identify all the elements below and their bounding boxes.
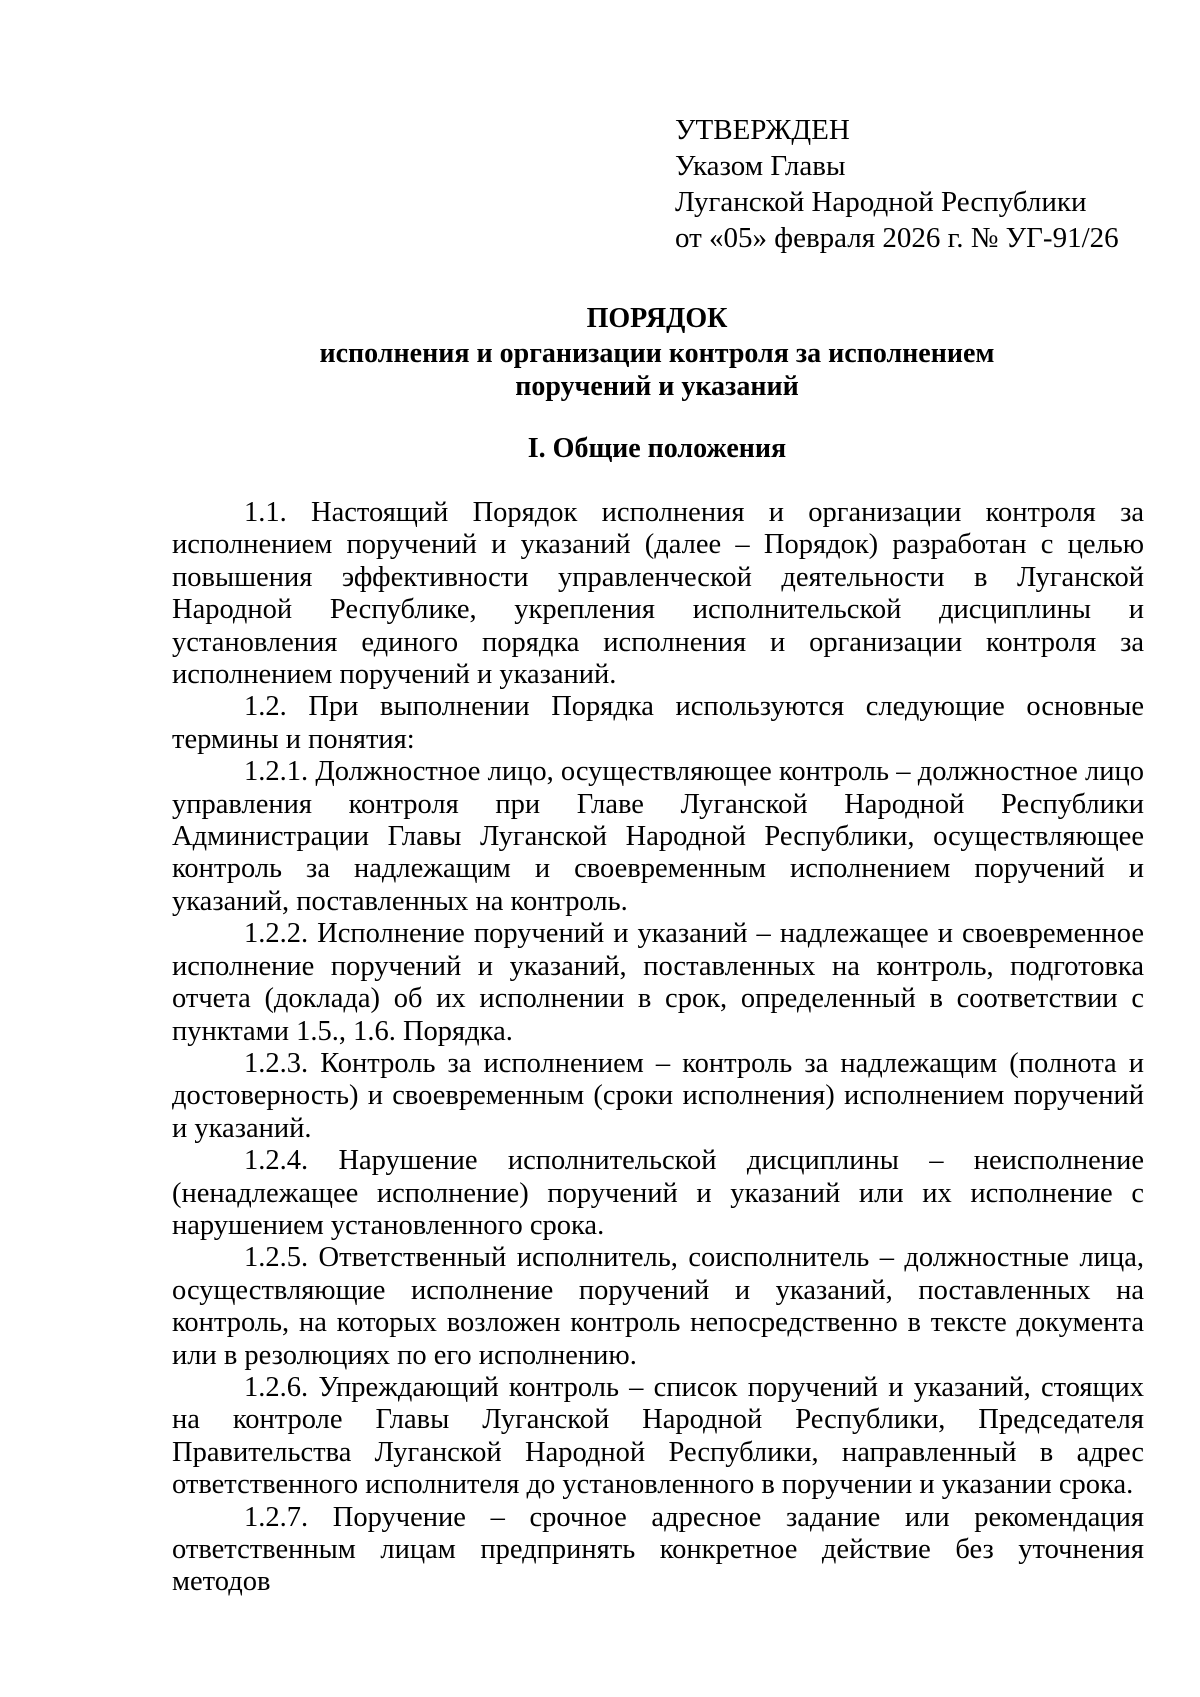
approval-decree: Указом Главы <box>675 150 846 182</box>
paragraph-1-2-1: 1.2.1. Должностное лицо, осуществляющее контроль – должностное лицо управления контроля при Главе Луганской Народной Республики Администрации Главы Луганской Народной Республики, осуществляющее контроль за надлежащим и своевременным исполнением поручений и указаний, поставленных на контроль. <box>172 756 1144 917</box>
approval-block <box>675 112 1119 256</box>
paragraph-1-2: 1.2. При выполнении Порядка используются следующие основные термины и понятия: <box>172 691 1144 755</box>
approval-date-number: от «05» февраля 2026 г. № УГ-91/26 <box>675 222 1119 254</box>
document-subtitle-line-2: поручений и указаний <box>515 371 799 402</box>
paragraph-1-2-6: 1.2.6. Упреждающий контроль – список поручений и указаний, стоящих на контроле Главы Луганской Народной Республики, Председателя Правительства Луганской Народной Республики, направленный в адрес ответственного исполнителя до установленного в поручении и указании срока. <box>172 1371 1144 1501</box>
paragraph-1-2-3: 1.2.3. Контроль за исполнением – контроль за надлежащим (полнота и достоверность) и своевременным (сроки исполнения) исполнением поручений и указаний. <box>172 1047 1144 1144</box>
paragraph-1-2-2: 1.2.2. Исполнение поручений и указаний – надлежащее и своевременное исполнение поручений и указаний, поставленных на контроль, подготовка отчета (доклада) об их исполнении в срок, определенный в соответствии с пунктами 1.5., 1.6. Порядка. <box>172 918 1144 1047</box>
paragraph-1-2-7: 1.2.7. Поручение – срочное адресное задание или рекомендация ответственным лицам предпринять конкретное действие без уточнения методов <box>172 1501 1144 1598</box>
paragraph-1-2-4: 1.2.4. Нарушение исполнительской дисциплины – неисполнение (ненадлежащее исполнение) поручений и указаний или их исполнение с нарушением установленного срока. <box>172 1145 1144 1241</box>
document-body <box>172 497 1144 1599</box>
document-title: ПОРЯДОК <box>586 303 728 334</box>
paragraph-1-1: 1.1. Настоящий Порядок исполнения и организации контроля за исполнением поручений и указаний (далее – Порядок) разработан с целью повышения эффективности управленческой деятельности в Луганской Народной Республике, укрепления исполнительской дисциплины и установления единого порядка исполнения и организации контроля за исполнением поручений и указаний. <box>172 497 1144 691</box>
document-subtitle-line-1: исполнения и организации контроля за исполнением <box>319 338 995 369</box>
approval-republic: Луганской Народной Республики <box>675 186 1087 218</box>
section-title: I. Общие положения <box>527 433 787 464</box>
approval-status: УТВЕРЖДЕН <box>675 114 850 146</box>
paragraph-1-2-5: 1.2.5. Ответственный исполнитель, соисполнитель – должностные лица, осуществляющие исполнение поручений и указаний, поставленных на контроль, на которых возложен контроль непосредственно в тексте документа или в резолюциях по его исполнению. <box>172 1242 1144 1371</box>
